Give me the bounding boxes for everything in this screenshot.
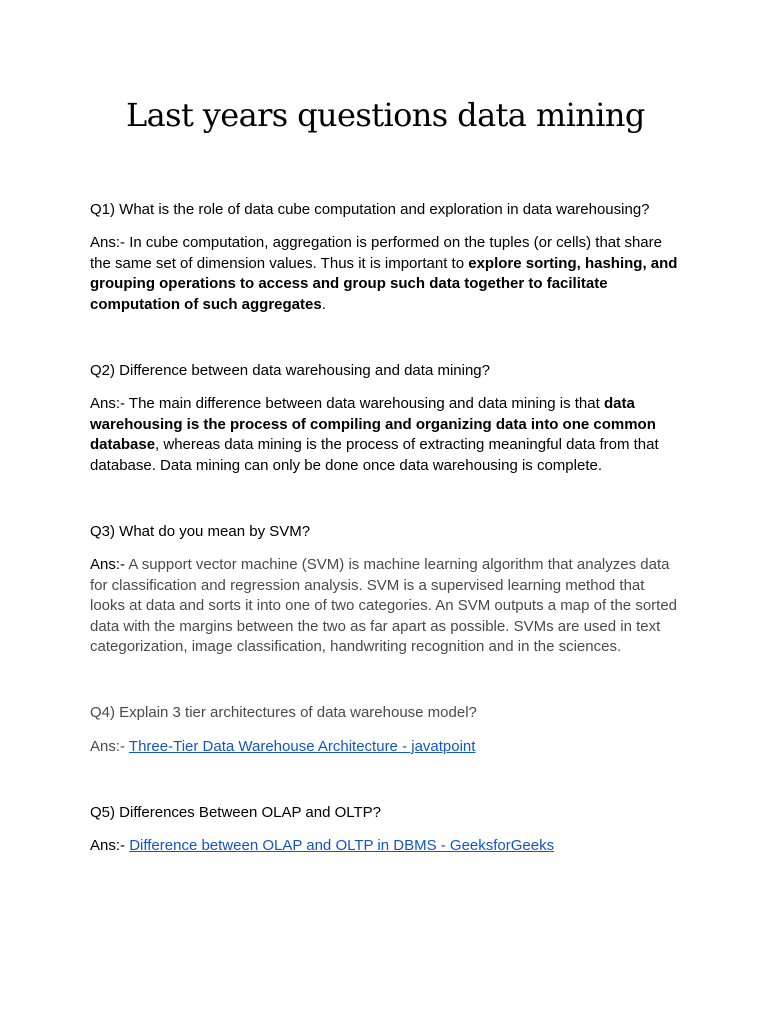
answer-3-text: A support vector machine (SVM) is machine learning algorithm that analyzes data for classification and regression analysis. SVM is a supervised learning method that looks at data and sorts it into one of two categories. An SVM outputs a map of the sorted data with the margins between the two as far apart as possible. SVMs are used in text categorization, image classification, handwriting recognition and in the sciences. <box>90 556 678 656</box>
qa-block-q2 <box>90 361 680 477</box>
answer-3 <box>90 555 680 658</box>
answer-4 <box>90 737 680 758</box>
qa-block-q3 <box>90 522 680 658</box>
answer-2 <box>90 394 680 476</box>
page-title: Last years questions data mining <box>126 96 645 134</box>
qa-content <box>90 200 680 856</box>
geeksforgeeks-link[interactable]: Difference between OLAP and OLTP in DBMS - GeeksforGeeks <box>129 836 555 854</box>
answer-5 <box>90 836 680 857</box>
question-3: Q3) What do you mean by SVM? <box>90 522 311 540</box>
answer-4-prefix: Ans:- <box>90 737 129 755</box>
qa-block-q1 <box>90 200 680 316</box>
spacer <box>90 316 680 361</box>
answer-2-prefix: Ans:- <box>90 395 129 413</box>
qa-block-q4 <box>90 703 680 757</box>
spacer <box>90 658 680 703</box>
answer-1-prefix: Ans:- <box>90 234 130 252</box>
answer-2-text: The main difference between data warehousing and data mining is that <box>128 395 604 413</box>
spacer <box>90 477 680 522</box>
qa-block-q5 <box>90 803 680 857</box>
question-1: Q1) What is the role of data cube computation and exploration in data warehousing? <box>90 201 650 218</box>
answer-2-bold-text: data warehousing is the process of compiling and organizing data into one common database <box>90 395 656 454</box>
answer-3-prefix: Ans:- <box>90 556 129 574</box>
answer-1-text-end: . <box>321 295 326 313</box>
question-2: Q2) Difference between data warehousing and data mining? <box>90 361 490 379</box>
answer-1-bold-text: explore sorting, hashing, and grouping operations to access and group such data together to facilitate computation of such aggregates <box>90 254 678 313</box>
question-4: Q4) Explain 3 tier architectures of data warehouse model? <box>90 704 477 722</box>
spacer <box>90 757 680 802</box>
answer-5-prefix: Ans:- <box>90 836 130 854</box>
javatpoint-link[interactable]: Three-Tier Data Warehouse Architecture - javatpoint <box>128 737 476 755</box>
answer-1-text: In cube computation, aggregation is performed on the tuples (or cells) that share the same set of dimension values. Thus it is important to <box>90 234 662 272</box>
question-5: Q5) Differences Between OLAP and OLTP? <box>90 803 381 821</box>
answer-2-text-end: , whereas data mining is the process of extracting meaningful data from that database. Data mining can only be done once data warehousing is complete. <box>90 436 659 474</box>
answer-1 <box>90 233 680 315</box>
